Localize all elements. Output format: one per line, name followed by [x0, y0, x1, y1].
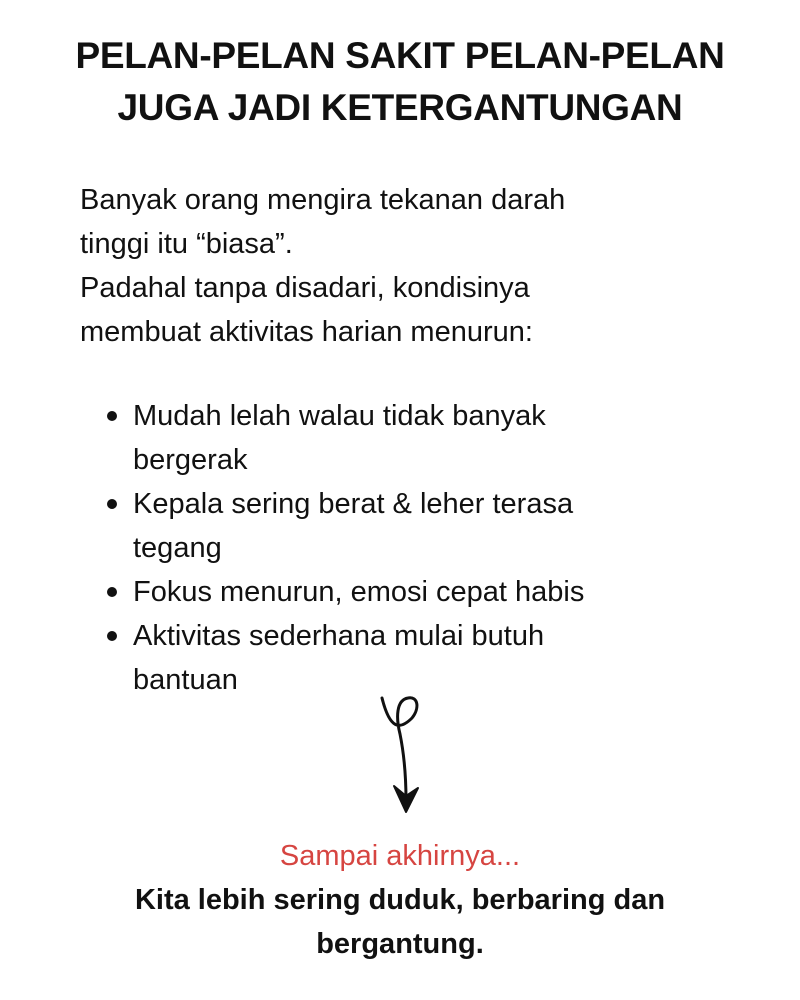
- list-item-line: bantuan: [133, 664, 238, 696]
- symptom-list: [80, 394, 720, 702]
- list-item-line: Kepala sering berat & leher terasa: [133, 488, 574, 520]
- title-line-2: JUGA JADI KETERGANTUNGAN: [117, 87, 683, 128]
- list-item: [80, 482, 720, 570]
- loop-arrow-down-icon: [360, 690, 450, 820]
- bullet-icon: [107, 411, 117, 421]
- title-line-1: PELAN-PELAN SAKIT PELAN-PELAN: [75, 35, 725, 76]
- intro-line-1: Banyak orang mengira tekanan darah: [80, 184, 566, 216]
- list-item-line: tegang: [133, 532, 222, 564]
- list-item-line: Mudah lelah walau tidak banyak: [133, 400, 546, 432]
- list-item-line: bergerak: [133, 444, 248, 476]
- closing-text: [0, 878, 800, 966]
- closing-line-1: Kita lebih sering duduk, berbaring dan: [134, 884, 666, 916]
- closing-line-2: bergantung.: [316, 928, 484, 960]
- list-item-line: Aktivitas sederhana mulai butuh: [133, 620, 545, 652]
- bullet-icon: [107, 587, 117, 597]
- intro-line-4: membuat aktivitas harian menurun:: [80, 316, 533, 348]
- list-item: [80, 614, 720, 702]
- intro-line-2: tinggi itu “biasa”.: [80, 228, 293, 260]
- intro-paragraph: [80, 178, 720, 354]
- list-item: [80, 570, 720, 614]
- list-item-line: Fokus menurun, emosi cepat habis: [133, 576, 585, 608]
- list-item: [80, 394, 720, 482]
- bullet-icon: [107, 499, 117, 509]
- bullet-icon: [107, 631, 117, 641]
- page-title: [20, 30, 780, 134]
- intro-line-3: Padahal tanpa disadari, kondisinya: [80, 272, 530, 304]
- highlight-text: Sampai akhirnya...: [279, 840, 521, 872]
